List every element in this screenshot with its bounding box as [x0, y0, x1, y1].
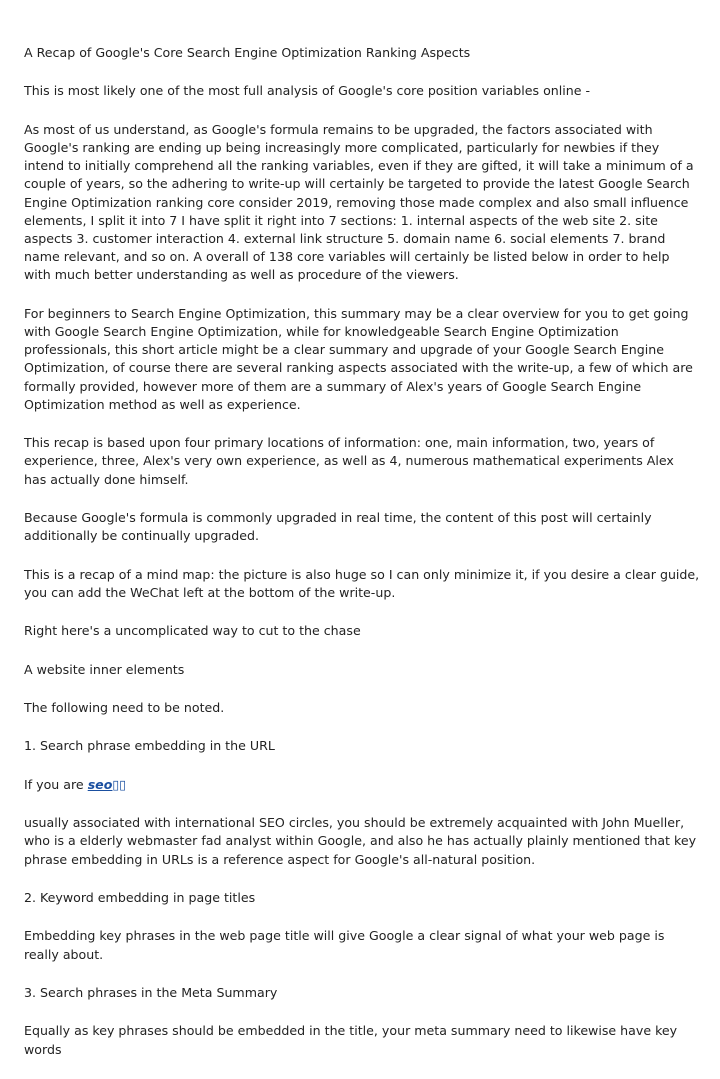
paragraph: Right here's a uncomplicated way to cut to the chase: [24, 623, 361, 639]
paragraph: Embedding key phrases in the web page title will give Google a clear signal of what your web page is really about.: [24, 928, 665, 962]
link-intro: If you are: [24, 776, 84, 792]
paragraph: Because Google's formula is commonly upgraded in real time, the content of this post will certainly additionally be continually upgraded.: [24, 510, 652, 544]
paragraph: This recap is based upon four primary locations of information: one, main information, two, years of experience, three, Alex's very own experience, as well as 4, numerous mathematical experiments Alex has actually done himself.: [24, 435, 674, 487]
paragraph: For beginners to Search Engine Optimization, this summary may be a clear overview for you to get going with Google Search Engine Optimization, while for knowledgeable Search Engine Optimization professionals, this short article might be a clear summary and upgrade of your Google Search Engine Optimization, of course there are several ranking aspects associated with the write-up, a few of which are formally provided, however more of them are a summary of Alex's years of Google Search Engine Optimization method as well as experience.: [24, 305, 693, 412]
paragraph: This is most likely one of the most full analysis of Google's core position variables online -: [24, 83, 591, 99]
list-item-heading: 3. Search phrases in the Meta Summary: [24, 984, 278, 1000]
link-paragraph: [24, 776, 700, 794]
list-item-heading: 2. Keyword embedding in page titles: [24, 889, 256, 905]
section-heading: A website inner elements: [24, 661, 185, 677]
paragraph: usually associated with international SEO circles, you should be extremely acquainted with John Mueller, who is a elderly webmaster fad analyst within Google, and also he has actually plainly mentioned that key phrase embedding in URLs is a reference aspect for Google's all-natural position.: [24, 815, 697, 867]
paragraph: The following need to be noted.: [24, 699, 225, 715]
paragraph: This is a recap of a mind map: the picture is also huge so I can only minimize it, if you desire a clear guide, you can add the WeChat left at the bottom of the write-up.: [24, 566, 700, 600]
paragraph: Equally as key phrases should be embedded in the title, your meta summary need to likewise have key words: [24, 1023, 678, 1057]
paragraph: As most of us understand, as Google's formula remains to be upgraded, the factors associated with Google's ranking are ending up being increasingly more complicated, particularly for newbies if they intend to initially comprehend all the ranking variables, even if they are gifted, it will take a minimum of a couple of years, so the adhering to write-up will certainly be targeted to provide the latest Google Search Engine Optimization ranking core consider 2019, removing those made complex and also small influence elements, I split it into 7 I have split it right into 7 sections: 1. internal aspects of the web site 2. site aspects 3. customer interaction 4. external link structure 5. domain name 6. social elements 7. brand name relevant, and so on. A overall of 138 core variables will certainly be listed below in order to help with much better understanding as well as procedure of the viewers.: [24, 121, 694, 283]
document-title: A Recap of Google's Core Search Engine Optimization Ranking Aspects: [24, 45, 471, 60]
document-page: [24, 44, 700, 1079]
seo-link[interactable]: seo▯▯: [87, 776, 127, 792]
list-item-heading: 1. Search phrase embedding in the URL: [24, 738, 275, 754]
